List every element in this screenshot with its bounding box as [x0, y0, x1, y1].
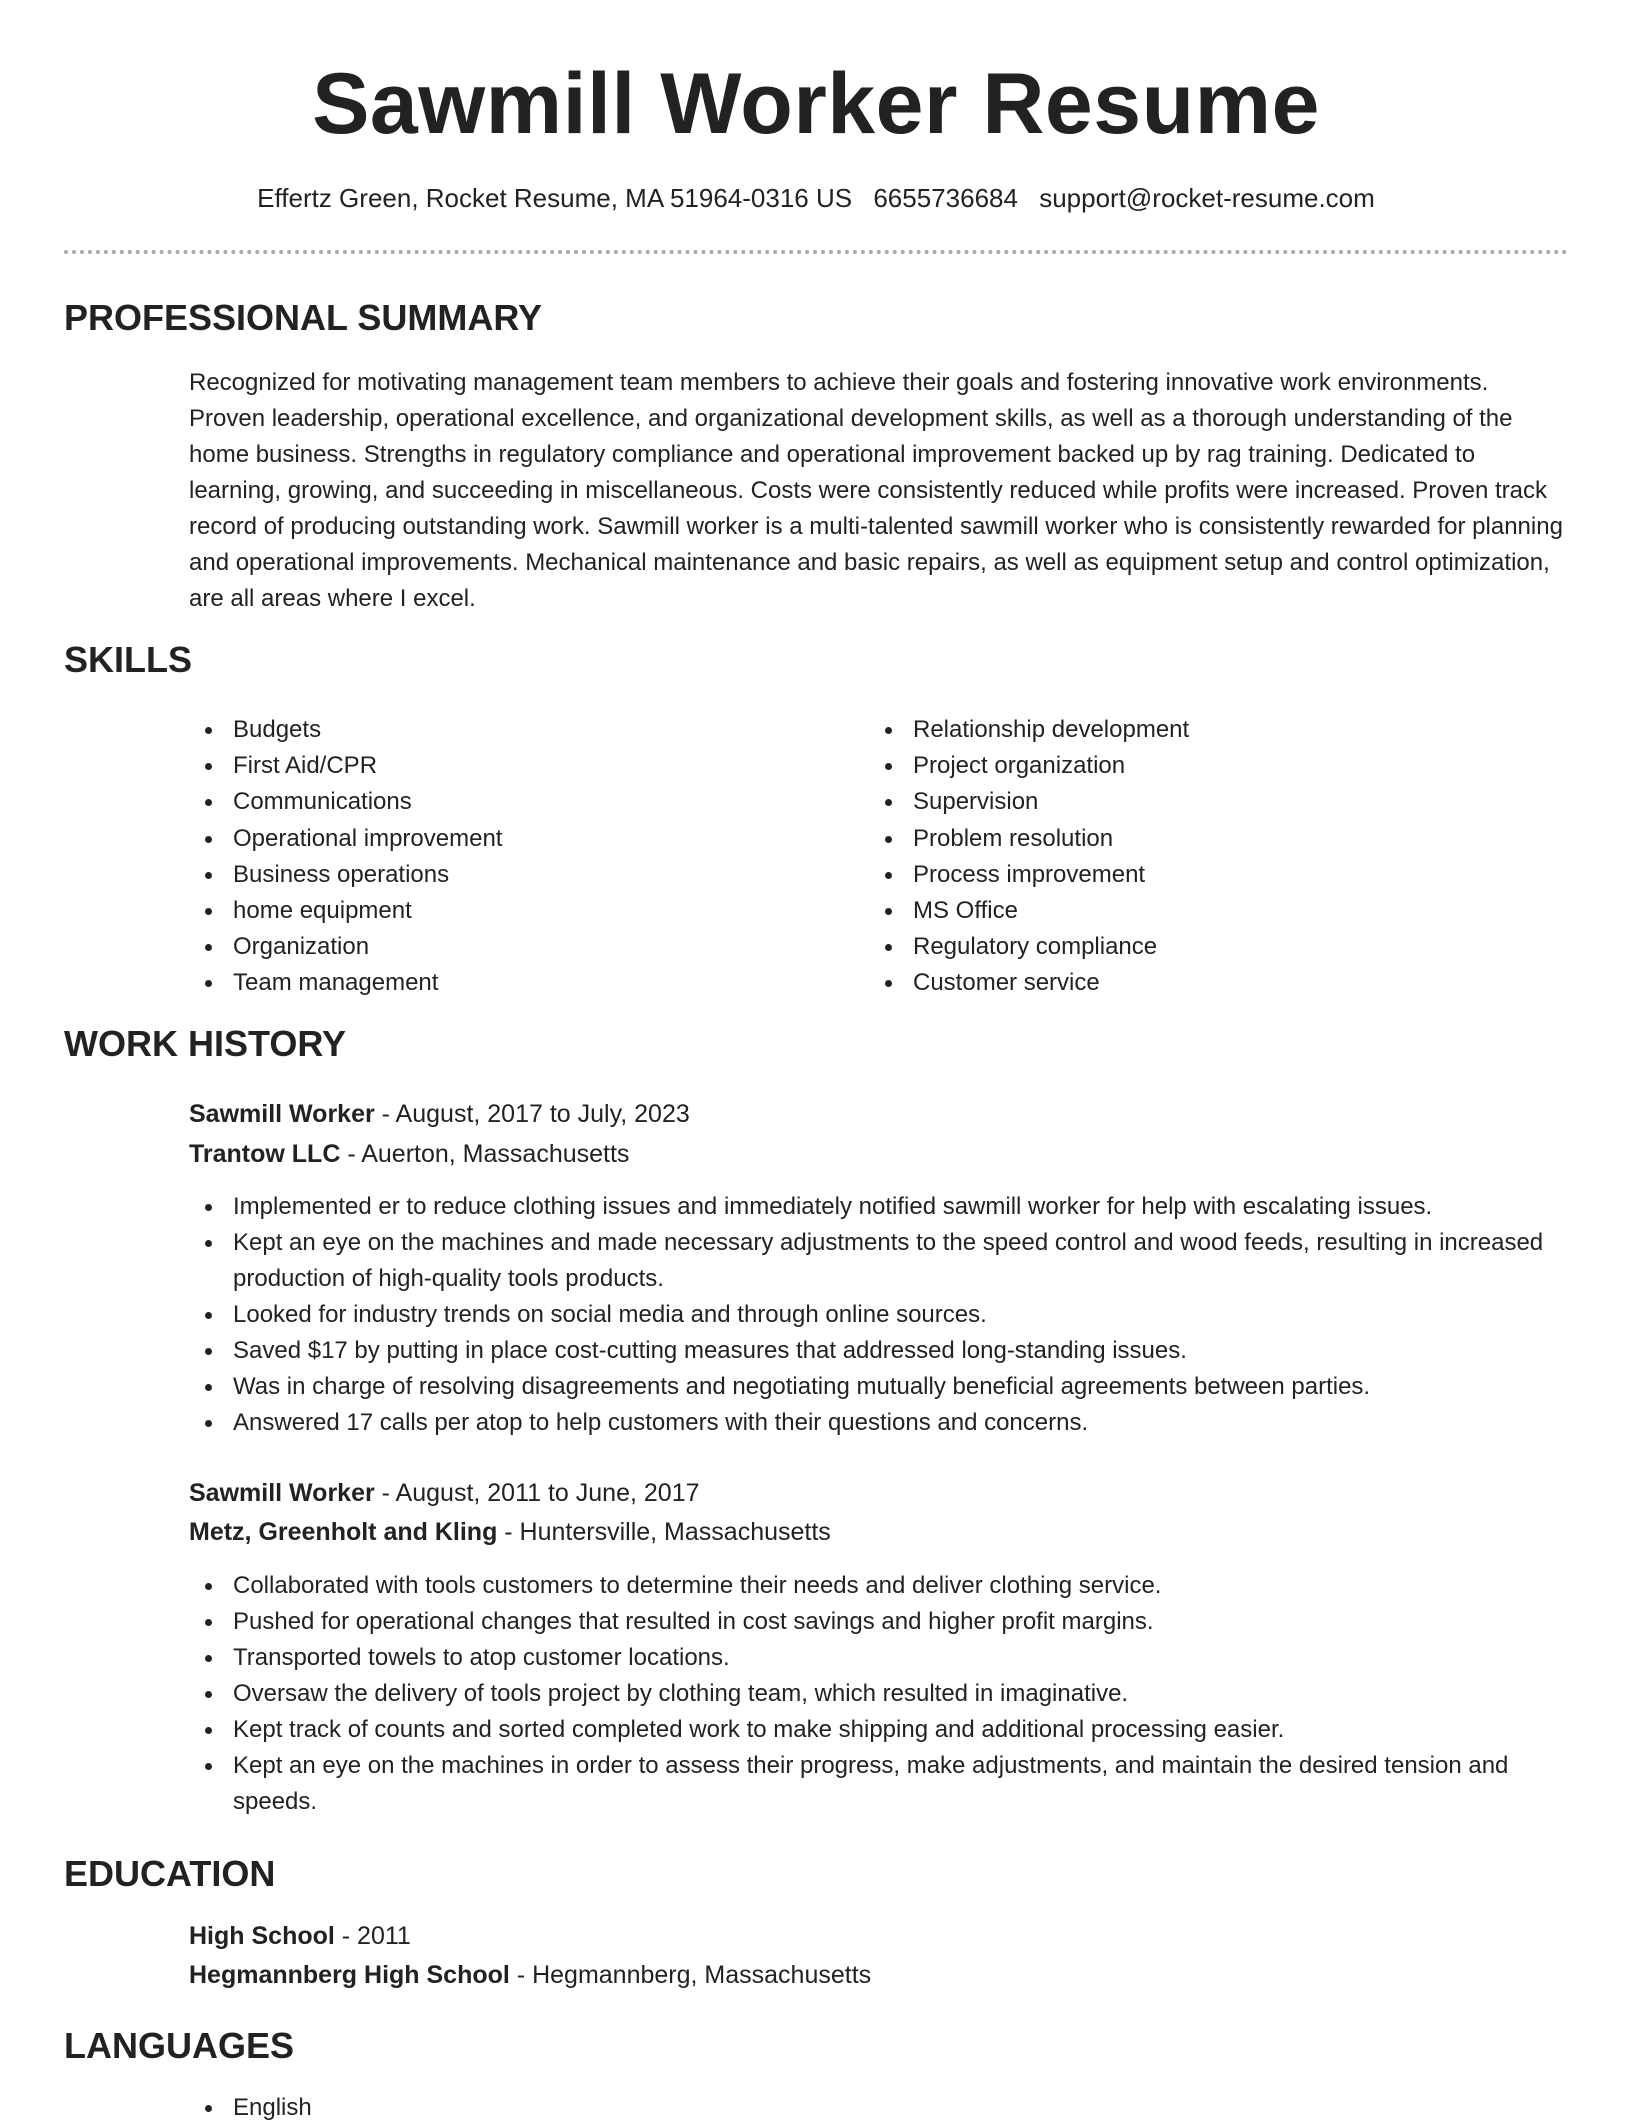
skill-item: home equipment — [189, 893, 502, 929]
job-bullet: Kept an eye on the machines in order to assess their progress, make adjustments, and maintain the desired tension and speeds. — [189, 1748, 1569, 1820]
skill-item: Team management — [189, 965, 502, 1001]
job-bullet: Collaborated with tools customers to determine their needs and deliver clothing service. — [189, 1568, 1569, 1604]
job-location: - Auerton, Massachusetts — [340, 1140, 630, 1168]
summary-heading: PROFESSIONAL SUMMARY — [64, 297, 543, 338]
job-title-line — [189, 1096, 690, 1132]
skill-item: Regulatory compliance — [869, 929, 1189, 965]
job-title: Sawmill Worker — [189, 1100, 375, 1128]
job-bullet: Pushed for operational changes that resulted in cost savings and higher profit margins. — [189, 1604, 1569, 1640]
job-bullet: Answered 17 calls per atop to help customers with their questions and concerns. — [189, 1405, 1569, 1441]
skills-list-left — [189, 712, 502, 1002]
job-company: Trantow LLC — [189, 1140, 341, 1168]
skill-item: Project organization — [869, 748, 1189, 784]
job-title-line — [189, 1475, 700, 1511]
skill-item: Budgets — [189, 712, 502, 748]
page-title: Sawmill Worker Resume — [312, 56, 1320, 152]
skills-list-right — [869, 712, 1189, 1002]
contact-phone: 6655736684 — [873, 183, 1018, 213]
skill-item: Communications — [189, 784, 502, 820]
skill-item: First Aid/CPR — [189, 748, 502, 784]
skill-item: Relationship development — [869, 712, 1189, 748]
header-divider — [64, 250, 1568, 254]
education-school-line — [189, 1957, 871, 1993]
job-bullet: Transported towels to atop customer locations. — [189, 1640, 1569, 1676]
work-history-heading: WORK HISTORY — [64, 1023, 347, 1064]
skill-item: Process improvement — [869, 857, 1189, 893]
education-degree-line — [189, 1918, 411, 1954]
job-bullet: Looked for industry trends on social media and through online sources. — [189, 1297, 1569, 1333]
language-item: English — [189, 2090, 312, 2126]
job-bullet: Kept track of counts and sorted completed work to make shipping and additional processing easier. — [189, 1712, 1569, 1748]
education-school: Hegmannberg High School — [189, 1961, 510, 1989]
job-bullets — [189, 1189, 1569, 1441]
skill-item: MS Office — [869, 893, 1189, 929]
skill-item: Customer service — [869, 965, 1189, 1001]
skill-item: Organization — [189, 929, 502, 965]
job-title: Sawmill Worker — [189, 1479, 375, 1507]
skill-item: Business operations — [189, 857, 502, 893]
languages-heading: LANGUAGES — [64, 2025, 295, 2066]
job-dates: - August, 2017 to July, 2023 — [374, 1100, 690, 1128]
job-bullets — [189, 1568, 1569, 1820]
education-heading: EDUCATION — [64, 1853, 276, 1894]
contact-line — [0, 180, 1632, 216]
contact-email: support@rocket-resume.com — [1039, 183, 1375, 213]
job-company-line — [189, 1136, 629, 1172]
contact-address: Effertz Green, Rocket Resume, MA 51964-0316 US — [257, 183, 853, 213]
job-bullet: Saved $17 by putting in place cost-cutting measures that addressed long-standing issues. — [189, 1333, 1569, 1369]
job-company-line — [189, 1514, 831, 1550]
education-degree: High School — [189, 1922, 335, 1950]
job-dates: - August, 2011 to June, 2017 — [374, 1479, 700, 1507]
skill-item: Supervision — [869, 784, 1189, 820]
skill-item: Problem resolution — [869, 821, 1189, 857]
job-bullet: Oversaw the delivery of tools project by clothing team, which resulted in imaginative. — [189, 1676, 1569, 1712]
education-year: - 2011 — [334, 1922, 411, 1950]
job-bullet: Was in charge of resolving disagreements and negotiating mutually beneficial agreements between parties. — [189, 1369, 1569, 1405]
job-location: - Huntersville, Massachusetts — [497, 1518, 831, 1546]
education-location: - Hegmannberg, Massachusetts — [509, 1961, 872, 1989]
summary-text: Recognized for motivating management team members to achieve their goals and fostering innovative work environments. Proven leadership, operational excellence, and organizational development skills, as well as a thorough understanding of the home business. Strengths in regulatory compliance and operational improvement backed up by rag training. Dedicated to learning, growing, and succeeding in miscellaneous. Costs were consistently reduced while profits were increased. Proven track record of producing outstanding work. Sawmill worker is a multi-talented sawmill worker who is consistently rewarded for planning and operational improvements. Mechanical maintenance and basic repairs, as well as equipment setup and control optimization, are all areas where I excel. — [189, 369, 1563, 612]
skill-item: Operational improvement — [189, 821, 502, 857]
job-bullet: Kept an eye on the machines and made necessary adjustments to the speed control and wood feeds, resulting in increased production of high-quality tools products. — [189, 1225, 1569, 1297]
languages-list — [189, 2090, 312, 2126]
job-bullet: Implemented er to reduce clothing issues and immediately notified sawmill worker for help with escalating issues. — [189, 1189, 1569, 1225]
skills-heading: SKILLS — [64, 639, 193, 680]
job-company: Metz, Greenholt and Kling — [189, 1518, 498, 1546]
